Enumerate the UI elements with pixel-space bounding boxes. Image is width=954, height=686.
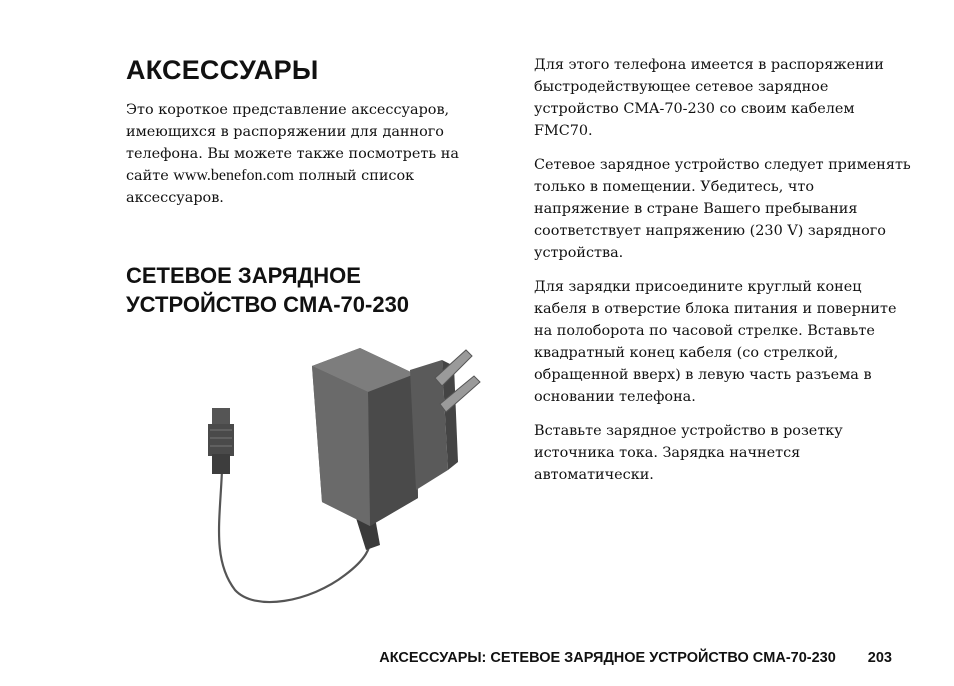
paragraph-1: Для этого телефона имеется в распоряжении быстродействующее сетевое зарядное устройство CMA-70-230 со своим кабелем FMC70. [534, 57, 884, 139]
paragraph-3: Для зарядки присоедините круглый конец кабеля в отверстие блока питания и поверните на полоборота по часовой стрелке. Вставьте квадратный конец кабеля (со стрелкой, обращенной вверх) в левую часть разъема в основании телефона. [534, 279, 897, 405]
page-footer [280, 650, 892, 666]
intro-text-after: полный список аксессуаров. [126, 168, 415, 206]
page-number: 203 [867, 650, 892, 666]
paragraph-2: Сетевое зарядное устройство следует применять только в помещении. Убедитесь, что напряжение в стране Вашего пребывания соответствует напряжению (230 V) зарядного устройства. [534, 157, 911, 261]
website-link[interactable]: www.benefon.com [173, 167, 294, 184]
section-title: СЕТЕВОЕ ЗАРЯДНОЕ УСТРОЙСТВО CMA-70-230 [126, 263, 410, 317]
charger-illustration-icon [160, 330, 500, 654]
intro-text-before: Это короткое представление аксессуаров, имеющихся в распоряжении для данного телефона. Вы можете также посмотреть на сайте [126, 102, 459, 184]
left-column [126, 54, 506, 319]
right-column [534, 54, 912, 498]
paragraph-4: Вставьте зарядное устройство в розетку источника тока. Зарядка начнется автоматически. [534, 423, 843, 483]
running-title: АКСЕССУАРЫ: СЕТЕВОЕ ЗАРЯДНОЕ УСТРОЙСТВО CMA-70-230 [379, 650, 836, 666]
intro-paragraph [126, 99, 506, 209]
page-title: АКСЕССУАРЫ [126, 55, 319, 85]
square-plug-shape [208, 408, 234, 474]
